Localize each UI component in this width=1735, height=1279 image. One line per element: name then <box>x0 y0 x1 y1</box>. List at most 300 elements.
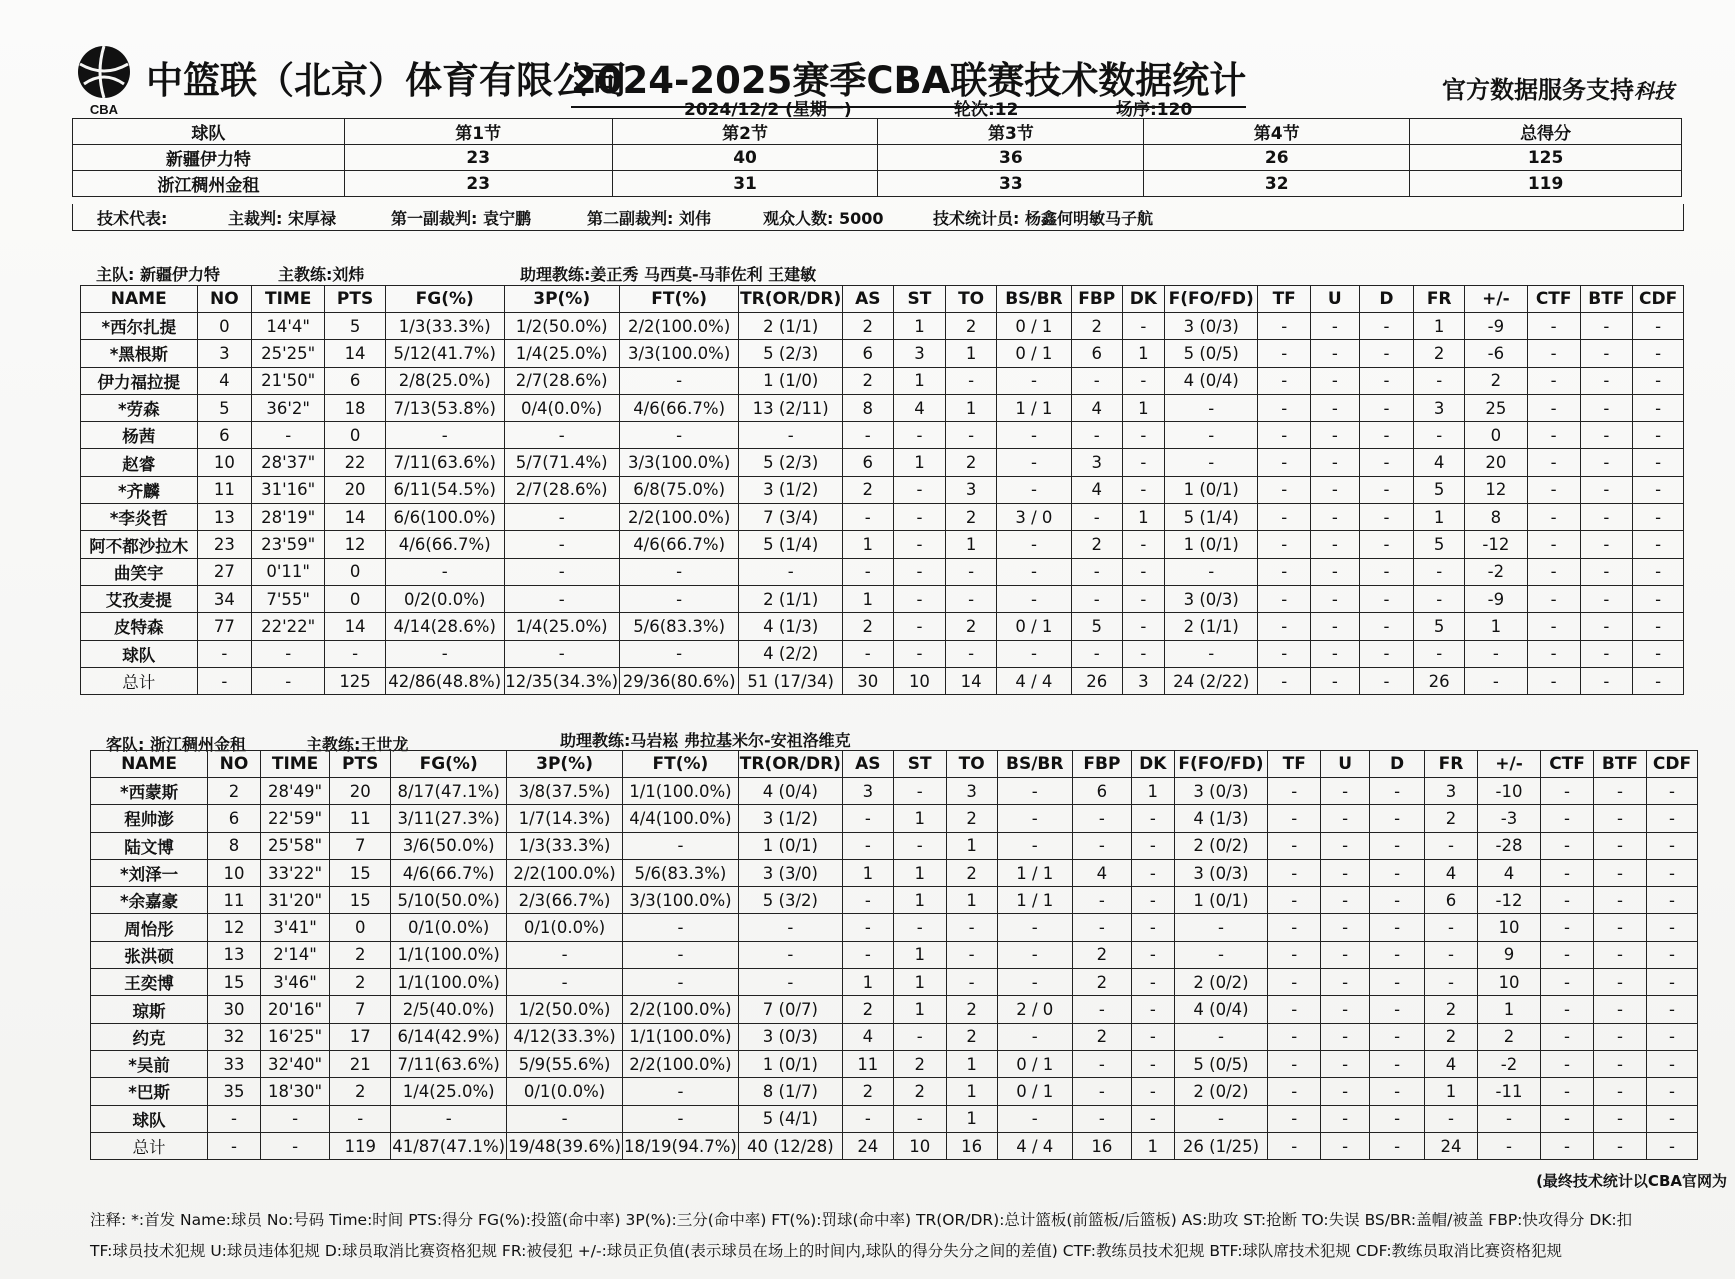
stat-cell: - <box>1131 1050 1174 1077</box>
stat-cell: 8 <box>842 394 893 421</box>
stat-cell: 1 <box>1122 394 1165 421</box>
stat-cell: - <box>1646 1023 1697 1050</box>
stat-cell: - <box>738 969 842 996</box>
stat-cell: 1 <box>1131 778 1174 805</box>
stat-cell: - <box>1359 367 1414 394</box>
stat-cell: - <box>893 914 946 941</box>
stat-cell: 2 <box>946 859 997 886</box>
player-row <box>91 996 1698 1023</box>
stat-cell: 4/6(66.7%) <box>619 394 739 421</box>
stat-cell: 5/6(83.3%) <box>619 613 739 640</box>
stat-cell: 2 <box>1465 367 1528 394</box>
stat-cell: 15 <box>330 887 391 914</box>
stat-cell: - <box>1268 859 1321 886</box>
stat-cell: -9 <box>1465 585 1528 612</box>
stat-cell: - <box>1174 1105 1268 1132</box>
stat-cell: 2 <box>1072 1023 1131 1050</box>
stat-cell: - <box>1258 313 1311 340</box>
stat-cell: - <box>1131 832 1174 859</box>
stat-cell: - <box>1258 558 1311 585</box>
player-row <box>91 805 1698 832</box>
stat-cell: - <box>1268 778 1321 805</box>
stat-cell: 26 <box>1071 667 1122 694</box>
stat-cell: - <box>1527 422 1580 449</box>
stat-cell: - <box>1594 832 1647 859</box>
player-row <box>81 449 1684 476</box>
stat-cell: 2 <box>1425 805 1478 832</box>
stat-cell: 0 / 1 <box>996 613 1071 640</box>
stat-cell: - <box>622 941 738 968</box>
statisticians: 技术统计员: 杨鑫何明敏马子航 <box>933 208 1153 228</box>
stat-cell: - <box>1580 585 1633 612</box>
stat-cell: 1 <box>946 531 997 558</box>
stat-cell: 26 (1/25) <box>1174 1132 1268 1159</box>
stat-cell: - <box>208 1105 261 1132</box>
stat-cell: - <box>1072 1105 1131 1132</box>
stat-cell: 25'58" <box>260 832 329 859</box>
stat-cell: 2 (1/1) <box>739 313 843 340</box>
stat-cell: 26 <box>1414 667 1465 694</box>
stat-cell: 0 <box>197 313 252 340</box>
stat-cell: 1 (1/0) <box>739 367 843 394</box>
stat-cell: - <box>1311 367 1360 394</box>
stat-cell: 2 <box>842 367 893 394</box>
stat-cell: 1 <box>946 1050 997 1077</box>
stat-cell: - <box>1370 969 1425 996</box>
stat-cell: 14 <box>325 504 386 531</box>
stat-cell: 1/7(14.3%) <box>507 805 623 832</box>
stat-cell: 4/6(66.7%) <box>619 531 739 558</box>
stat-cell: - <box>1527 531 1580 558</box>
stat-cell: 2 <box>893 1050 946 1077</box>
stat-cell: - <box>1258 667 1311 694</box>
stat-cell: 7 (0/7) <box>738 996 842 1023</box>
column-header: TO <box>946 751 997 778</box>
stat-cell: - <box>1425 1105 1478 1132</box>
player-name: *刘泽一 <box>91 859 208 886</box>
stat-cell: 1 (0/1) <box>738 1050 842 1077</box>
stat-cell: - <box>893 558 946 585</box>
stat-cell: - <box>260 1132 329 1159</box>
player-name: 杨茜 <box>81 422 198 449</box>
stat-cell: - <box>504 558 619 585</box>
stat-cell: 5 (2/3) <box>739 449 843 476</box>
stat-cell: - <box>1122 449 1165 476</box>
stat-cell: - <box>385 558 504 585</box>
stat-cell: 2/7(28.6%) <box>504 476 619 503</box>
stat-cell: - <box>1258 394 1311 421</box>
stat-cell: 7/11(63.6%) <box>391 1050 507 1077</box>
stat-cell: 5 (4/1) <box>738 1105 842 1132</box>
stat-cell: - <box>1594 805 1647 832</box>
stat-cell: 3 (0/3) <box>1174 859 1268 886</box>
stat-cell: - <box>1311 449 1360 476</box>
stat-cell: - <box>1541 1105 1594 1132</box>
player-name: 张洪硕 <box>91 941 208 968</box>
stat-cell: - <box>1370 805 1425 832</box>
stat-cell: 1/1(100.0%) <box>622 778 738 805</box>
stat-cell: - <box>1646 832 1697 859</box>
stat-cell: 24 <box>842 1132 893 1159</box>
stat-cell: - <box>1646 1078 1697 1105</box>
stat-cell: - <box>738 914 842 941</box>
stat-cell: - <box>1370 1050 1425 1077</box>
stat-cell: - <box>1414 640 1465 667</box>
column-header: CTF <box>1541 751 1594 778</box>
stat-cell: - <box>1131 1105 1174 1132</box>
stat-cell: 5 <box>1414 613 1465 640</box>
stat-cell: - <box>622 914 738 941</box>
stat-cell: 1 (0/1) <box>1165 531 1258 558</box>
tech-rep: 技术代表: <box>97 208 168 228</box>
stat-cell: - <box>1646 1132 1697 1159</box>
column-header: D <box>1359 286 1414 313</box>
stat-cell: 6 <box>1425 887 1478 914</box>
stat-cell: 16 <box>946 1132 997 1159</box>
stat-cell: 0/4(0.0%) <box>504 394 619 421</box>
stat-cell: - <box>893 422 946 449</box>
stat-cell: 8 (1/7) <box>738 1078 842 1105</box>
stat-cell: 31'16" <box>252 476 325 503</box>
stat-cell: 2 <box>946 449 997 476</box>
first-referee: 第一副裁判: 袁宁鹏 <box>391 208 531 228</box>
stat-cell: 4 <box>1425 1050 1478 1077</box>
stat-cell: - <box>1633 449 1684 476</box>
stat-cell: 1 (0/1) <box>738 832 842 859</box>
stat-cell: - <box>619 367 739 394</box>
stat-cell: 6/6(100.0%) <box>385 504 504 531</box>
stat-cell: - <box>1594 1050 1647 1077</box>
legend-line-1: 注释: *:首发 Name:球员 No:号码 Time:时间 PTS:得分 FG(%):投篮(命中率) 3P(%):三分(命中率) FT(%):罚球(命中率) TR(OR/DR):总计篮板(前篮板/后篮板) AS:助攻 ST:抢断 TO:失误 BS/BR:盖帽/被盖 FBP:快攻得分 DK:扣 <box>90 1211 1633 1229</box>
stat-cell: - <box>1541 887 1594 914</box>
column-header: PTS <box>330 751 391 778</box>
stat-cell: - <box>197 667 252 694</box>
stat-cell: - <box>1541 805 1594 832</box>
stat-cell: - <box>997 914 1072 941</box>
stat-cell: -11 <box>1477 1078 1540 1105</box>
stat-cell: 6/8(75.0%) <box>619 476 739 503</box>
stat-cell: - <box>504 422 619 449</box>
stat-cell: 14 <box>946 667 997 694</box>
player-name: 程帅澎 <box>91 805 208 832</box>
stat-cell: 6 <box>208 805 261 832</box>
stat-cell: 1 <box>1414 504 1465 531</box>
stat-cell: - <box>997 1105 1072 1132</box>
stat-cell: 0/1(0.0%) <box>391 914 507 941</box>
second-referee: 第二副裁判: 刘伟 <box>587 208 711 228</box>
stat-cell: - <box>1414 558 1465 585</box>
stat-cell: 0 <box>330 914 391 941</box>
stat-cell: 12 <box>325 531 386 558</box>
stat-cell: - <box>1131 941 1174 968</box>
stat-cell: - <box>893 640 946 667</box>
stat-cell: - <box>1370 941 1425 968</box>
player-row <box>91 832 1698 859</box>
stat-cell: - <box>1633 667 1684 694</box>
stat-cell: -12 <box>1477 887 1540 914</box>
stat-cell: 2 <box>946 996 997 1023</box>
stat-cell: 2 <box>1071 531 1122 558</box>
stat-cell: - <box>842 422 893 449</box>
stat-cell: - <box>1527 394 1580 421</box>
stat-cell: - <box>1594 1078 1647 1105</box>
stat-cell: - <box>1580 449 1633 476</box>
stat-cell: 1/1(100.0%) <box>391 969 507 996</box>
support-brand: 科技 <box>1634 79 1674 103</box>
home-assistants: 助理教练:姜正秀 马西莫-马菲佐利 王建敏 <box>520 265 817 284</box>
stat-cell: - <box>1370 1132 1425 1159</box>
summary-cell: 40 <box>612 145 878 171</box>
stat-cell: - <box>1359 558 1414 585</box>
stat-cell: - <box>1527 340 1580 367</box>
officials-bar <box>72 204 1684 231</box>
stat-cell: - <box>1311 340 1360 367</box>
stat-cell: - <box>1258 640 1311 667</box>
stat-cell: - <box>996 367 1071 394</box>
stat-cell: - <box>1268 969 1321 996</box>
column-header: FT(%) <box>622 751 738 778</box>
stat-cell: - <box>1311 313 1360 340</box>
stat-cell: - <box>1580 504 1633 531</box>
stat-cell: 2/3(66.7%) <box>507 887 623 914</box>
stat-cell: 6 <box>842 340 893 367</box>
stat-cell: - <box>1646 887 1697 914</box>
column-header: TIME <box>252 286 325 313</box>
stat-cell: - <box>1580 367 1633 394</box>
summary-cell: 23 <box>344 145 612 171</box>
stat-cell: 13 (2/11) <box>739 394 843 421</box>
column-header: 3P(%) <box>504 286 619 313</box>
summary-cell: 125 <box>1410 145 1682 171</box>
stat-cell: - <box>893 476 946 503</box>
stat-cell: 30 <box>842 667 893 694</box>
stat-cell: 5 (3/2) <box>738 887 842 914</box>
stat-cell: - <box>504 531 619 558</box>
stat-cell: 14'4" <box>252 313 325 340</box>
stat-cell: 3 <box>1071 449 1122 476</box>
stat-cell: 32 <box>208 1023 261 1050</box>
stat-cell: - <box>1258 476 1311 503</box>
stat-cell: 3/11(27.3%) <box>391 805 507 832</box>
stat-cell: 2 <box>842 996 893 1023</box>
player-name: *黑根斯 <box>81 340 198 367</box>
stat-cell: 4 <box>842 1023 893 1050</box>
stat-cell: - <box>1321 887 1370 914</box>
stat-cell: - <box>619 422 739 449</box>
stat-cell: - <box>1268 832 1321 859</box>
stat-cell: - <box>1541 941 1594 968</box>
stat-cell: 3 (1/2) <box>738 805 842 832</box>
stat-cell: - <box>1268 914 1321 941</box>
stat-cell: - <box>1258 531 1311 558</box>
player-name: 琼斯 <box>91 996 208 1023</box>
stat-cell: - <box>1370 914 1425 941</box>
stat-cell: - <box>1131 996 1174 1023</box>
stat-cell: 3/3(100.0%) <box>619 340 739 367</box>
stat-cell: 0 <box>325 558 386 585</box>
stat-cell: 2 <box>208 778 261 805</box>
player-row <box>81 340 1684 367</box>
column-header: U <box>1311 286 1360 313</box>
stat-cell: - <box>1321 969 1370 996</box>
stat-cell: 2/5(40.0%) <box>391 996 507 1023</box>
stat-cell: - <box>946 422 997 449</box>
stat-cell: 4/6(66.7%) <box>391 859 507 886</box>
player-row <box>81 613 1684 640</box>
stat-cell: - <box>385 422 504 449</box>
stat-cell: - <box>1646 805 1697 832</box>
column-header: 3P(%) <box>507 751 623 778</box>
stat-cell: - <box>842 558 893 585</box>
player-name: *西尔扎提 <box>81 313 198 340</box>
stat-cell: 3'46" <box>260 969 329 996</box>
stat-cell: - <box>1311 613 1360 640</box>
stat-cell: - <box>1258 504 1311 531</box>
stat-cell: 7/11(63.6%) <box>385 449 504 476</box>
player-name: 总计 <box>91 1132 208 1159</box>
stat-cell: - <box>738 941 842 968</box>
stat-cell: - <box>1359 585 1414 612</box>
player-name: 球队 <box>81 640 198 667</box>
stat-cell: - <box>1359 504 1414 531</box>
stat-cell: - <box>1414 585 1465 612</box>
stat-cell: - <box>1268 1050 1321 1077</box>
stat-cell: - <box>996 558 1071 585</box>
stat-cell: - <box>1321 859 1370 886</box>
stat-cell: 2 <box>893 1078 946 1105</box>
stat-cell: 16'25" <box>260 1023 329 1050</box>
stat-cell: 5 <box>1414 476 1465 503</box>
stat-cell: - <box>1359 340 1414 367</box>
stat-cell: - <box>842 887 893 914</box>
stat-cell: 21'50" <box>252 367 325 394</box>
stat-cell: 3 (1/2) <box>739 476 843 503</box>
stat-cell: - <box>1527 585 1580 612</box>
stat-cell: 24 (2/22) <box>1165 667 1258 694</box>
stat-cell: - <box>1633 613 1684 640</box>
stat-cell: 1 <box>893 941 946 968</box>
stat-cell: 1 <box>893 805 946 832</box>
stat-cell: 28'19" <box>252 504 325 531</box>
column-header: FG(%) <box>385 286 504 313</box>
stat-cell: - <box>1527 667 1580 694</box>
game-number: 场序:120 <box>1116 100 1193 120</box>
summary-cell: 32 <box>1144 171 1410 197</box>
stat-cell: - <box>1580 613 1633 640</box>
summary-cell: 36 <box>878 145 1144 171</box>
stat-cell: 28'37" <box>252 449 325 476</box>
stat-cell: - <box>1359 449 1414 476</box>
stat-cell: 5 <box>197 394 252 421</box>
stat-cell: 2/2(100.0%) <box>507 859 623 886</box>
stat-cell: 4 <box>1414 449 1465 476</box>
stat-cell: 20 <box>325 476 386 503</box>
stat-cell: 0/2(0.0%) <box>385 585 504 612</box>
player-name: 艾孜麦提 <box>81 585 198 612</box>
stat-cell: 3/8(37.5%) <box>507 778 623 805</box>
stat-cell: 3/6(50.0%) <box>391 832 507 859</box>
player-name: *余嘉豪 <box>91 887 208 914</box>
stat-cell: 1 <box>893 313 946 340</box>
stat-cell: 4 <box>1071 394 1122 421</box>
stat-cell: 5 <box>325 313 386 340</box>
stat-cell: 3 (0/3) <box>1165 585 1258 612</box>
stat-cell: 0 <box>325 585 386 612</box>
summary-cell: 新疆伊力特 <box>73 145 345 171</box>
stat-cell: - <box>893 585 946 612</box>
column-header: ST <box>893 751 946 778</box>
stat-cell: - <box>619 640 739 667</box>
stat-cell: - <box>1465 640 1528 667</box>
stat-cell: 5/12(41.7%) <box>385 340 504 367</box>
stat-cell: - <box>1594 1105 1647 1132</box>
stat-cell: - <box>1541 832 1594 859</box>
stat-cell: 15 <box>330 859 391 886</box>
stat-cell: 0'11" <box>252 558 325 585</box>
stat-cell: 2 <box>842 313 893 340</box>
stat-cell: 7 (3/4) <box>739 504 843 531</box>
column-header: DK <box>1131 751 1174 778</box>
stat-cell: 17 <box>330 1023 391 1050</box>
stat-cell: 4 <box>1425 859 1478 886</box>
player-name: 陆文博 <box>91 832 208 859</box>
summary-header-cell: 第3节 <box>878 119 1144 145</box>
stat-cell: - <box>1594 914 1647 941</box>
stat-cell: 2 <box>842 476 893 503</box>
stat-cell: 2 <box>946 504 997 531</box>
stat-cell: - <box>1131 1078 1174 1105</box>
stat-cell: - <box>1370 1105 1425 1132</box>
stat-cell: 5/6(83.3%) <box>622 859 738 886</box>
stat-cell: -10 <box>1477 778 1540 805</box>
stat-cell: - <box>893 1023 946 1050</box>
stat-cell: - <box>1370 1078 1425 1105</box>
summary-header-cell: 球队 <box>73 119 345 145</box>
stat-cell: - <box>1131 969 1174 996</box>
away-stats-table <box>90 750 1698 1160</box>
stat-cell: 22 <box>325 449 386 476</box>
player-row <box>91 1105 1698 1132</box>
stat-cell: - <box>1174 914 1268 941</box>
player-name: 赵睿 <box>81 449 198 476</box>
stat-cell: - <box>1072 914 1131 941</box>
stat-cell: 4 (1/3) <box>739 613 843 640</box>
stat-cell: - <box>1580 394 1633 421</box>
stat-cell: - <box>1370 1023 1425 1050</box>
stat-cell: 5 (1/4) <box>1165 504 1258 531</box>
data-support-label <box>1442 70 1674 105</box>
summary-header-cell: 第4节 <box>1144 119 1410 145</box>
stat-cell: - <box>1359 394 1414 421</box>
stat-cell: - <box>1321 832 1370 859</box>
stat-cell: - <box>1477 1132 1540 1159</box>
stat-cell: 2 <box>330 941 391 968</box>
stat-cell: 6 <box>197 422 252 449</box>
stat-cell: - <box>1580 640 1633 667</box>
stat-cell: - <box>385 640 504 667</box>
column-header: BS/BR <box>997 751 1072 778</box>
summary-cell: 23 <box>344 171 612 197</box>
stat-cell: - <box>1541 914 1594 941</box>
player-name: *西蒙斯 <box>91 778 208 805</box>
stat-cell: - <box>1370 887 1425 914</box>
stat-cell: - <box>1425 832 1478 859</box>
stat-cell: 2 <box>946 805 997 832</box>
player-row <box>81 504 1684 531</box>
stat-cell: 11 <box>208 887 261 914</box>
stat-cell: - <box>252 640 325 667</box>
stat-cell: 5 <box>1414 531 1465 558</box>
